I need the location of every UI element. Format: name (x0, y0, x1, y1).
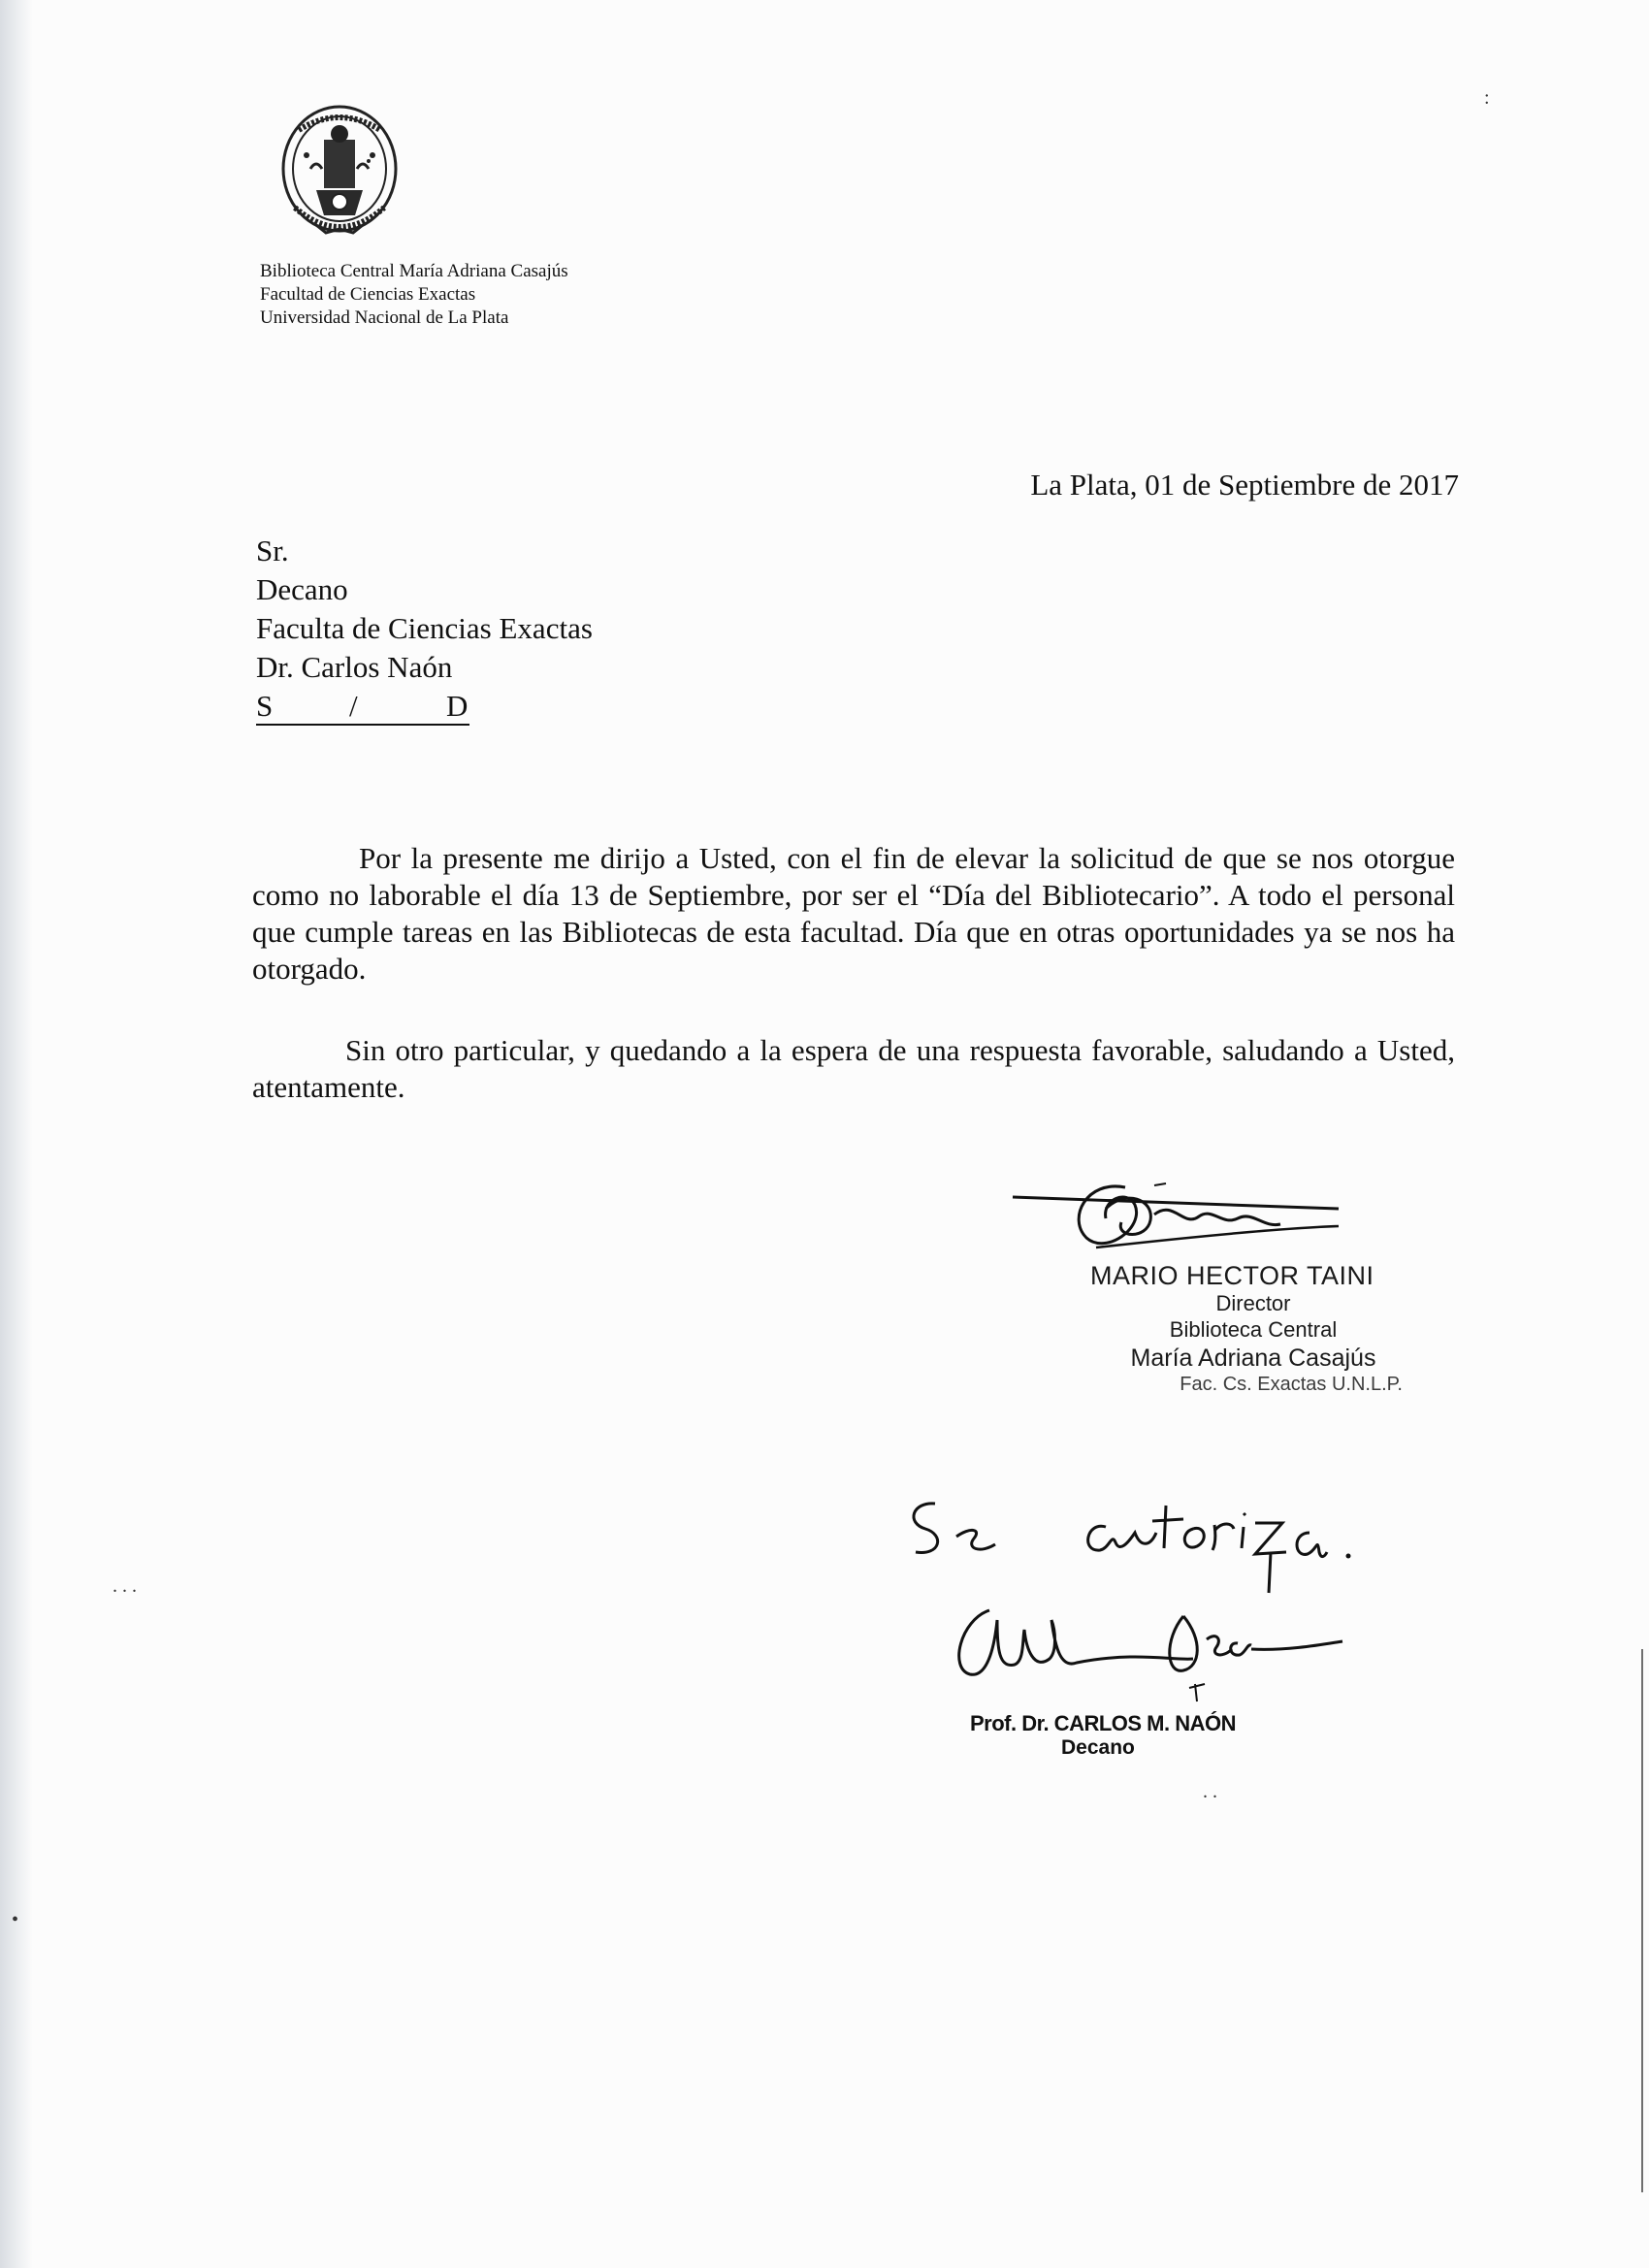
university-seal-logo (277, 101, 402, 246)
letter-date: La Plata, 01 de Septiembre de 2017 (1030, 468, 1459, 502)
scan-speck: • (12, 1909, 19, 1930)
recipient-salutation: Sr. (256, 534, 289, 567)
sd-slash: / (349, 689, 358, 723)
body-paragraph-1: Por la presente me dirijo a Usted, con el fin de elevar la solicitud de que se nos otorgue como no laborable el día 13 de Septiembre, por ser el “Día del Bibliotecario”. A todo el personal que cumple tareas en las Bibliotecas de esta facultad. Día que en otras oportunidades ya se nos ha otorgado. (252, 841, 1455, 986)
sd-underline (256, 687, 469, 726)
director-stamp (1079, 1261, 1428, 1396)
body-paragraph-2: Sin otro particular, y quedando a la espera de una respuesta favorable, saludando a Usted, atentamente. (252, 1033, 1455, 1104)
recipient-sd (256, 687, 593, 735)
director-library: Biblioteca Central (1169, 1317, 1338, 1342)
recipient-block (256, 532, 593, 735)
sd-s: S (256, 689, 274, 723)
letterhead-university: Universidad Nacional de La Plata (260, 308, 509, 328)
scan-speck: : (1484, 87, 1490, 109)
director-title: Director (1215, 1291, 1291, 1315)
scan-speck: . . (1203, 1781, 1217, 1802)
recipient-name: Dr. Carlos Naón (256, 650, 453, 684)
recipient-title: Decano (256, 572, 348, 606)
scan-edge-right (1641, 1649, 1649, 2192)
letterhead-faculty: Facultad de Ciencias Exactas (260, 284, 476, 305)
letterhead (260, 260, 568, 330)
director-library-name: María Adriana Casajús (1130, 1345, 1376, 1372)
dean-signature (941, 1581, 1348, 1707)
dean-title: Decano (1061, 1736, 1135, 1759)
dean-name: Prof. Dr. CARLOS M. NAÓN (970, 1711, 1237, 1735)
scan-speck: . . . (113, 1575, 137, 1597)
sd-d: D (446, 689, 469, 723)
recipient-faculty: Faculta de Ciencias Exactas (256, 611, 593, 645)
dean-stamp (970, 1711, 1261, 1760)
director-name: MARIO HECTOR TAINI (1090, 1261, 1374, 1290)
director-institution: Fac. Cs. Exactas U.N.L.P. (1180, 1374, 1403, 1395)
letterhead-library: Biblioteca Central María Adriana Casajús (260, 261, 568, 281)
